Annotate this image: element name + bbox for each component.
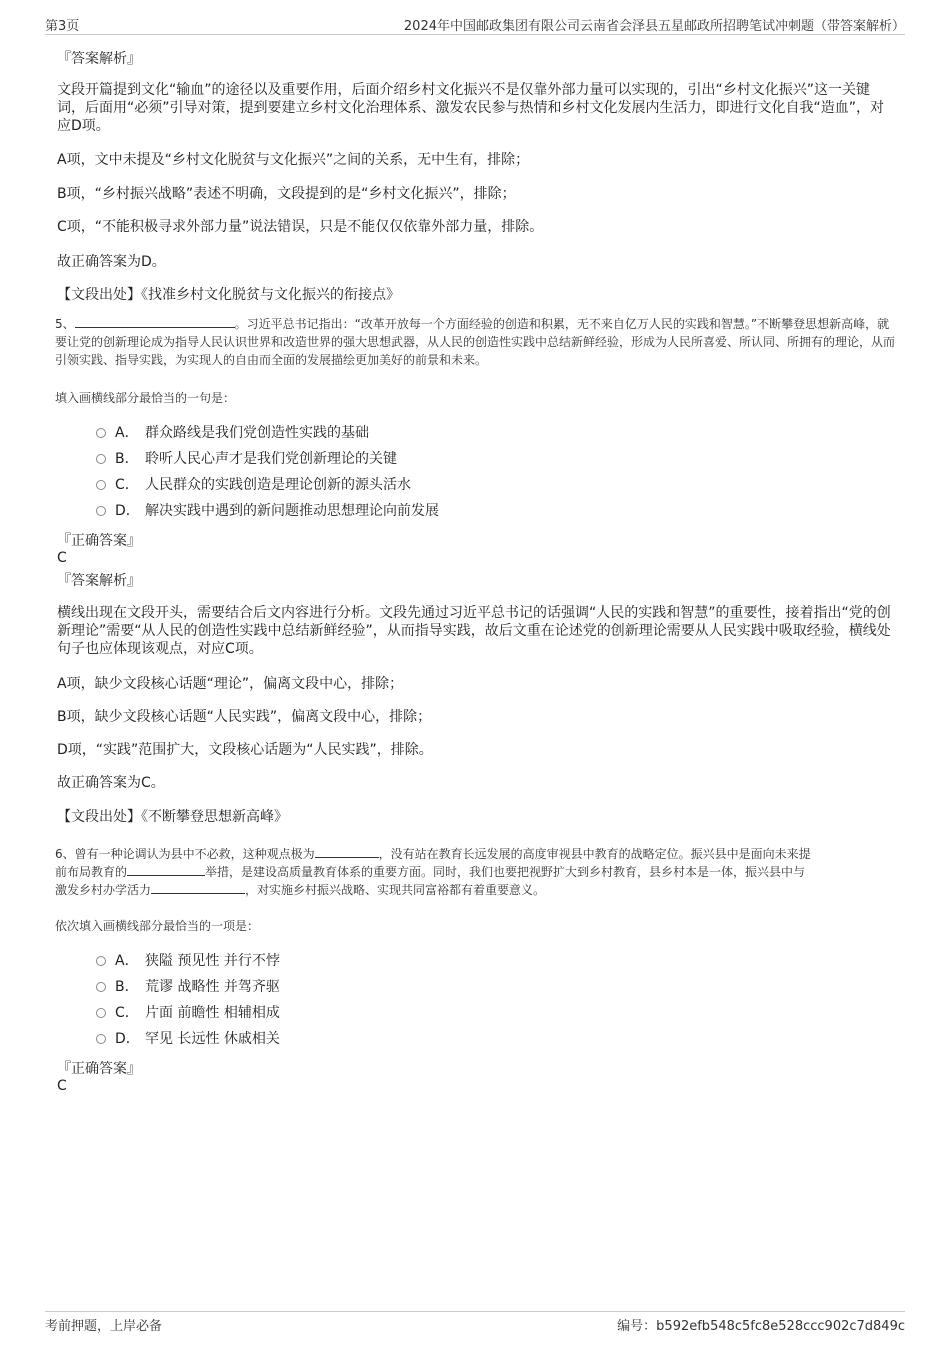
question-5-stem bbox=[55, 315, 897, 369]
document-id: 编号：b592efb548c5fc8e528ccc902c7d849c bbox=[617, 1319, 905, 1334]
radio-icon[interactable] bbox=[96, 480, 106, 490]
radio-icon[interactable] bbox=[96, 1008, 106, 1018]
radio-icon[interactable] bbox=[96, 956, 106, 966]
analysis-conclusion: 故正确答案为D。 bbox=[57, 254, 166, 270]
source-citation: 【文段出处】《不断攀登思想新高峰》 bbox=[57, 809, 288, 825]
analysis-option-a: A项，缺少文段核心话题“理论”，偏离文段中心，排除； bbox=[57, 676, 404, 692]
question-prompt: 依次填入画横线部分最恰当的一项是： bbox=[55, 919, 260, 933]
option-a[interactable]: A． 狭隘 预见性 并行不悖 bbox=[96, 952, 280, 970]
page-footer bbox=[45, 1311, 905, 1336]
analysis-conclusion: 故正确答案为C。 bbox=[57, 775, 165, 791]
footer-slogan: 考前押题，上岸必备 bbox=[45, 1319, 163, 1334]
correct-answer: C bbox=[57, 550, 67, 566]
analysis-option-b: B项，缺少文段核心话题“人民实践”，偏离文段中心，排除； bbox=[57, 709, 432, 725]
fill-blank bbox=[75, 315, 235, 328]
radio-icon[interactable] bbox=[96, 1034, 106, 1044]
option-b[interactable]: B． 聆听人民心声才是我们党创新理论的关键 bbox=[96, 450, 397, 468]
analysis-label: 『答案解析』 bbox=[57, 51, 141, 67]
analysis-paragraph: 文段开篇提到文化“输血”的途径以及重要作用，后面介绍乡村文化振兴不是仅靠外部力量可以实现的，引出“乡村文化振兴”这一关键词，后面用“必须”引导对策，提到要建立乡村文化治理体系、激发农民参与热情和乡村文化发展内生活力，即进行文化自我“造血”，对应D项。 bbox=[57, 82, 885, 134]
analysis-option-d: D项，“实践”范围扩大，文段核心话题为“人民实践”，排除。 bbox=[57, 742, 433, 758]
option-b[interactable]: B． 荒谬 战略性 并驾齐驱 bbox=[96, 978, 280, 996]
question-number: 5、 bbox=[55, 317, 75, 331]
radio-icon[interactable] bbox=[96, 506, 106, 516]
radio-icon[interactable] bbox=[96, 982, 106, 992]
analysis-option-a: A项，文中未提及“乡村文化脱贫与文化振兴”之间的关系，无中生有，排除； bbox=[57, 152, 530, 168]
source-citation: 【文段出处】《找准乡村文化脱贫与文化振兴的衔接点》 bbox=[57, 287, 400, 303]
analysis-label: 『答案解析』 bbox=[57, 573, 141, 589]
option-d[interactable]: D． 解决实践中遇到的新问题推动思想理论向前发展 bbox=[96, 502, 439, 520]
radio-icon[interactable] bbox=[96, 428, 106, 438]
document-title: 2024年中国邮政集团有限公司云南省会泽县五星邮政所招聘笔试冲刺题（带答案解析） bbox=[403, 19, 905, 34]
analysis-option-c: C项，“不能积极寻求外部力量”说法错误，只是不能仅仅依靠外部力量，排除。 bbox=[57, 219, 544, 235]
page-header bbox=[45, 14, 905, 35]
option-a[interactable]: A． 群众路线是我们党创造性实践的基础 bbox=[96, 424, 369, 442]
radio-icon[interactable] bbox=[96, 454, 106, 464]
analysis-option-b: B项，“乡村振兴战略”表述不明确，文段提到的是“乡村文化振兴”，排除； bbox=[57, 186, 516, 202]
analysis-paragraph: 横线出现在文段开头，需要结合后文内容进行分析。文段先通过习近平总书记的话强调“人民的实践和智慧”的重要性，接着指出“党的创新理论”需要“从人民的创造性实践中总结新鲜经验”，从而指导实践，故后文重在论述党的创新理论需要从人民实践中吸取经验，横线处句子也应体现该观点，对应C项。 bbox=[57, 605, 891, 657]
option-c[interactable]: C． 片面 前瞻性 相辅相成 bbox=[96, 1004, 280, 1022]
option-c[interactable]: C． 人民群众的实践创造是理论创新的源头活水 bbox=[96, 476, 411, 494]
fill-blank bbox=[127, 863, 205, 876]
question-prompt: 填入画横线部分最恰当的一句是： bbox=[55, 391, 236, 405]
correct-answer-label: 『正确答案』 bbox=[57, 533, 141, 549]
question-6-stem: 6、曾有一种论调认为县中不必救，这种观点极为 ，没有站在教育长远发展的高度审视县中教育的战略定位。振兴县中是面向未来提 前布局教育的 举措，是建设高质量教育体系的重要方面。同时，我们也要把视野扩大到乡村教育，县乡村本是一体，振兴县中与 激发乡村办学活力 ，对实施乡村振兴战略、实现共同富裕都有着重要意义。 bbox=[55, 847, 811, 897]
option-d[interactable]: D． 罕见 长远性 休戚相关 bbox=[96, 1030, 280, 1048]
fill-blank bbox=[151, 881, 245, 894]
page-number: 第3页 bbox=[45, 19, 80, 34]
fill-blank bbox=[315, 845, 379, 858]
question-text: 。习近平总书记指出：“改革开放每一个方面经验的创造和积累，无不来自亿万人民的实践和智慧。”不断攀登思想新高峰，就要让党的创新理论成为指导人民认识世界和改造世界的强大思想武器，从人民的创造性实践中总结新鲜经验，形成为人民所喜爱、所认同、所拥有的理论，从而引领实践、指导实践，为实现人的自由而全面的发展描绘更加美好的前景和未来。 bbox=[55, 317, 896, 367]
correct-answer-label: 『正确答案』 bbox=[57, 1061, 141, 1077]
correct-answer: C bbox=[57, 1078, 67, 1094]
